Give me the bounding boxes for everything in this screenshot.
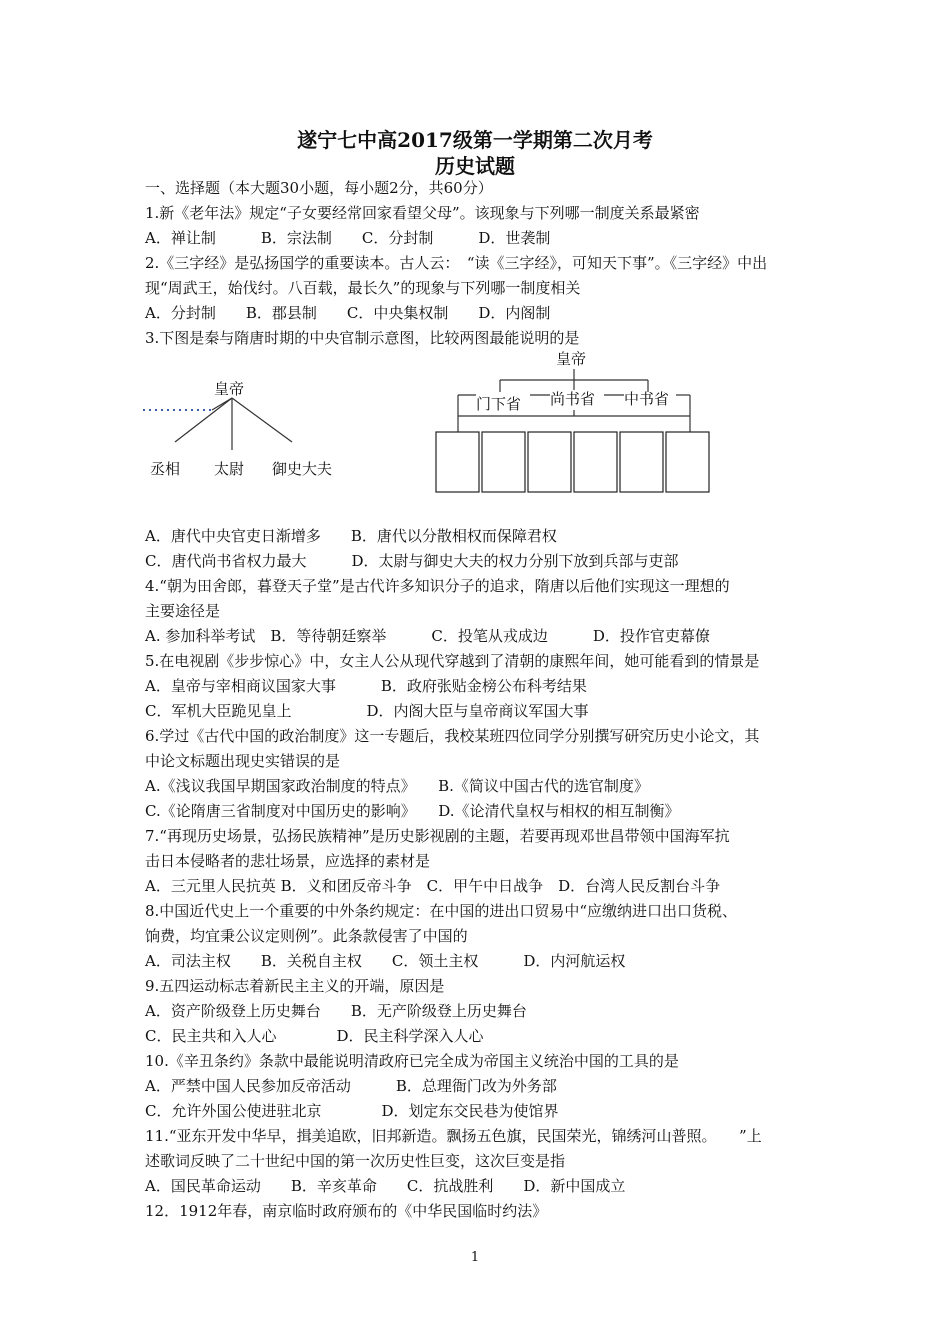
ministry-box xyxy=(482,432,525,492)
ministry-box xyxy=(528,432,571,492)
question-line: 6.学过《古代中国的政治制度》这一专题后，我校某班四位同学分别撰写研究历史小论文，其 xyxy=(145,727,760,745)
question-line: C．军机大臣跪见皇上 D．内阁大臣与皇帝商议军国大事 xyxy=(145,702,589,720)
question-line: C．允许外国公使进驻北京 D．划定东交民巷为使馆界 xyxy=(145,1102,559,1120)
qin-diagram xyxy=(143,380,332,478)
question-line: C.《论隋唐三省制度对中国历史的影响》 D.《论清代皇权与相权的相互制衡》 xyxy=(145,802,680,820)
qin-emperor-label: 皇帝 xyxy=(214,380,245,398)
question-line: 主要途径是 xyxy=(145,602,221,620)
ministry-box xyxy=(574,432,617,492)
suitang-diagram xyxy=(436,350,709,492)
question-line: 饷费，均宜秉公议定则例”。此条款侵害了中国的 xyxy=(145,927,468,945)
question-line: A．三元里人民抗英 B．义和团反帝斗争 C．甲午中日战争 D．台湾人民反割台斗争 xyxy=(145,877,721,895)
question-line: 1.新《老年法》规定“子女要经常回家看望父母”。该现象与下列哪一制度关系最紧密 xyxy=(145,204,700,222)
question-line: A.《浅议我国早期国家政治制度的特点》 B.《简议中国古代的选官制度》 xyxy=(145,777,649,795)
ministry-box xyxy=(436,432,479,492)
question-line: 7.“再现历史场景，弘扬民族精神”是历史影视剧的主题，若要再现邓世昌带领中国海军抗 xyxy=(145,827,730,845)
ministry-box xyxy=(666,432,709,492)
question-line: 8.中国近代史上一个重要的中外条约规定：在中国的进出口贸易中“应缴纳进口出口货税、 xyxy=(145,902,737,920)
question-line: 12．1912年春，南京临时政府颁布的《中华民国临时约法》 xyxy=(145,1202,548,1220)
question-line: A. 参加科举考试 B．等待朝廷察举 C．投笔从戎成边 D．投作官吏幕僚 xyxy=(145,627,710,645)
section-heading: 一、选择题（本大题30小题，每小题2分，共60分） xyxy=(145,179,493,197)
question-line: 10.《辛丑条约》条款中最能说明清政府已完全成为帝国主义统治中国的工具的是 xyxy=(145,1052,679,1070)
question-line: 击日本侵略者的悲壮场景，应选择的素材是 xyxy=(145,852,431,870)
branch-line xyxy=(232,398,292,442)
question-line: A．唐代中央官吏日渐增多 B．唐代以分散相权而保障君权 xyxy=(145,527,557,545)
question-line: A．国民革命运动 B．辛亥革命 C．抗战胜利 D．新中国成立 xyxy=(145,1177,626,1195)
question-line: 述歌词反映了二十世纪中国的第一次历史性巨变，这次巨变是指 xyxy=(145,1152,566,1170)
question-line: C．民主共和入人心 D．民主科学深入人心 xyxy=(145,1027,484,1045)
qin-censor-label: 御史大夫 xyxy=(272,460,333,478)
question-line: 11.“亚东开发中华早，揖美追欧，旧邦新造。飘扬五色旗，民国荣光，锦绣河山普照。 ”上 xyxy=(145,1127,762,1145)
menxia-label: 门下省 xyxy=(476,395,522,413)
ministry-box xyxy=(620,432,663,492)
suitang-emperor-label: 皇帝 xyxy=(556,350,587,368)
exam-title: 遂宁七中高2017级第一学期第二次月考 xyxy=(297,128,653,152)
question-line: 3.下图是秦与隋唐时期的中央官制示意图，比较两图最能说明的是 xyxy=(145,329,580,347)
zhongshu-label: 中书省 xyxy=(624,390,670,408)
question-line: A．资产阶级登上历史舞台 B．无产阶级登上历史舞台 xyxy=(145,1002,527,1020)
question-line: A．严禁中国人民参加反帝活动 B．总理衙门改为外务部 xyxy=(145,1077,557,1095)
question-line: A．皇帝与宰相商议国家大事 B．政府张贴金榜公布科考结果 xyxy=(145,677,587,695)
qin-taiwei-label: 太尉 xyxy=(214,460,245,478)
question-line: 5.在电视剧《步步惊心》中，女主人公从现代穿越到了清朝的康熙年间，她可能看到的情景是 xyxy=(145,652,760,670)
exam-subtitle: 历史试题 xyxy=(435,154,515,178)
shangshu-label: 尚书省 xyxy=(550,390,596,408)
question-line: A．禅让制 B．宗法制 C．分封制 D．世袭制 xyxy=(145,229,551,247)
question-line: C．唐代尚书省权力最大 D．太尉与御史大夫的权力分别下放到兵部与吏部 xyxy=(145,552,679,570)
question-line: 现“周武王，始伐纣。八百载，最长久”的现象与下列哪一制度相关 xyxy=(145,279,581,297)
qin-chancellor-label: 丞相 xyxy=(150,460,181,478)
branch-line xyxy=(175,398,232,442)
question-line: A．分封制 B．郡县制 C．中央集权制 D．内阁制 xyxy=(145,304,551,322)
question-line: 中论文标题出现史实错误的是 xyxy=(145,752,341,770)
question-line: 9.五四运动标志着新民主主义的开端，原因是 xyxy=(145,977,445,995)
question-line: 2.《三字经》是弘扬国学的重要读本。古人云： “读《三字经》，可知天下事”。《三字经》中出 xyxy=(145,254,768,272)
question-line: A．司法主权 B．关税自主权 C．领土主权 D．内河航运权 xyxy=(145,952,626,970)
question-line: 4.“朝为田舍郎，暮登天子堂”是古代许多知识分子的追求，隋唐以后他们实现这一理想的 xyxy=(145,577,730,595)
page-number: 1 xyxy=(470,1250,480,1265)
